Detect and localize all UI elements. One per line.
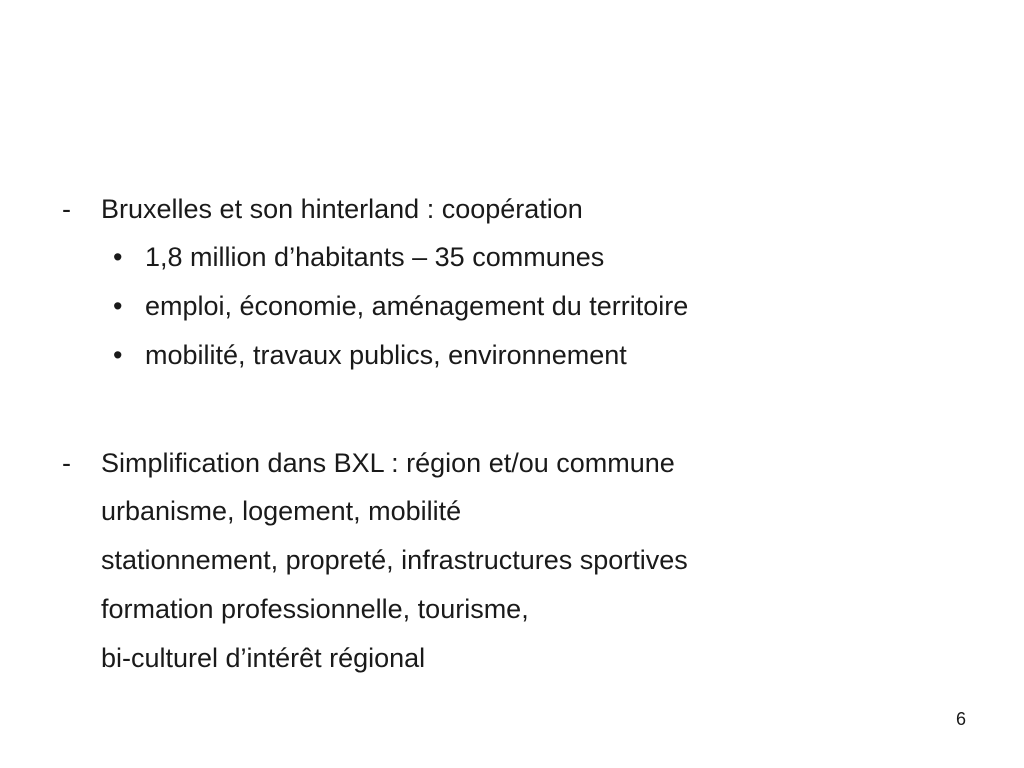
bullet-marker: • [113, 242, 123, 272]
page-number: 6 [955, 709, 966, 729]
section-heading-cooperation: Bruxelles et son hinterland : coopération [101, 194, 583, 224]
bullet-marker: • [113, 340, 123, 370]
section-heading-simplification: Simplification dans BXL : région et/ou commune [101, 448, 675, 478]
text-line: bi-culturel d’intérêt régional [101, 643, 426, 673]
bullet-item: emploi, économie, aménagement du territoire [145, 291, 689, 321]
bullet-item: 1,8 million d’habitants – 35 communes [145, 242, 605, 272]
dash-marker: - [62, 194, 71, 224]
bullet-item: mobilité, travaux publics, environnement [145, 340, 627, 370]
text-line: stationnement, propreté, infrastructures sportives [101, 545, 688, 575]
bullet-marker: • [113, 291, 123, 321]
text-line: urbanisme, logement, mobilité [101, 496, 462, 526]
text-line: formation professionnelle, tourisme, [101, 594, 529, 624]
dash-marker: - [62, 448, 71, 478]
